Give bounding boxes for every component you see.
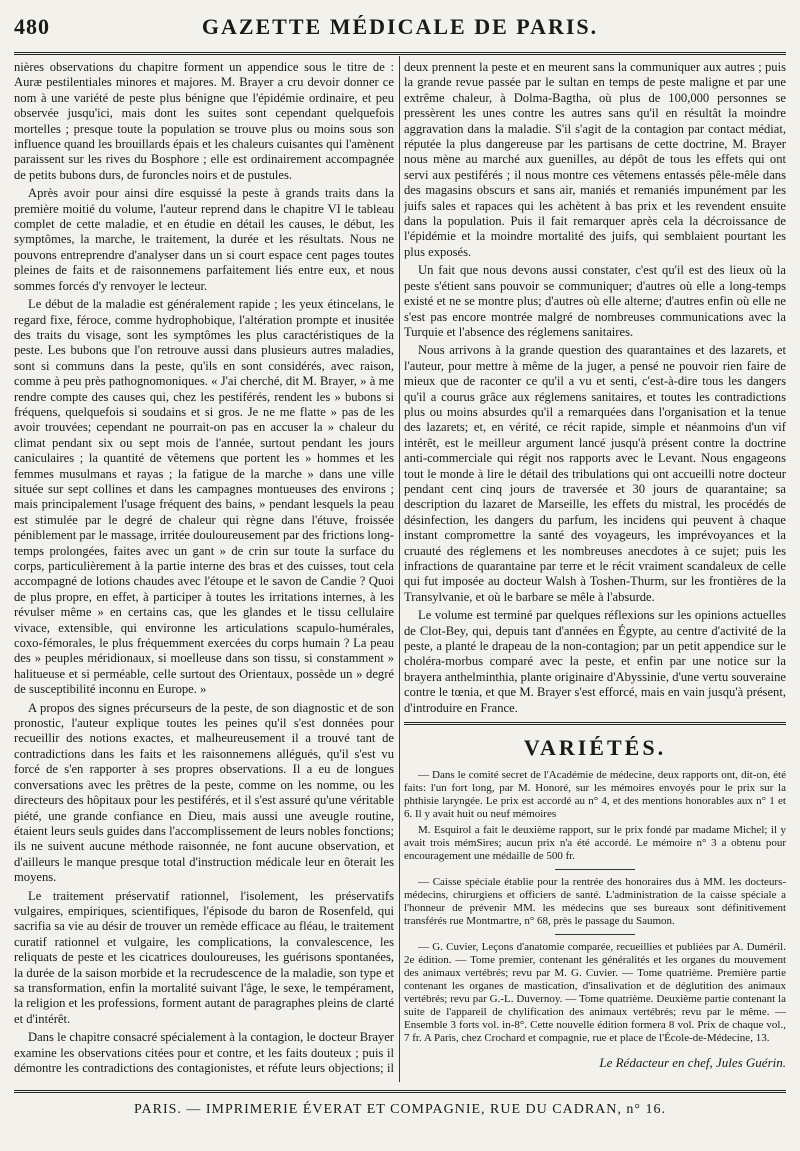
page-header <box>14 14 786 44</box>
paragraph: deux prennent la peste et en meurent sans la communiquer aux autres ; puis la grande revue passée par le sultan en temps de peste maligne et par une extrême chaleur, à Dolma-Bagtha, où plus de 100,000 personnes se pressèrent les unes contre les autres sans qu'il en résultât la moindre aggravation dans la maladie. S'il s'agit de la contagion par contact médiat, réputée la plus dangereuse par les partisans de cette doctrine, M. Brayer nous mène au marché aux guenilles, au dépôt de tous les effets qui ont servi aux pestiférés ; il nous montre ces vêtemens entassés pêle-mêle dans des magasins obscurs et sans air, maniés et remaniés impunément par les juifs sales et rapaces qui les achètent à bas prix et les revendent ensuite dans la population. Puis il fait remarquer après cela la décroissance de l'épidémie et la moindre mortalité des juifs, qui semblaient pourtant les plus exposés. <box>404 60 786 259</box>
page-number: 480 <box>14 14 50 39</box>
column-divider <box>399 56 400 1082</box>
paragraph: Le volume est terminé par quelques réflexions sur les opinions actuelles de Clot-Bey, qui, depuis tant d'années en Égypte, au centre d'activité de la peste, a planté le drapeau de la non-contagion; par un petit appendice sur le choléra-morbus comparé avec la peste, et enfin par une notice sur la brayera anthelminthia, plante originaire d'Abyssinie, d'une vertu souveraine contre le tœnia, et que M. Brayer s'est efforcé, mais en vain jusqu'à présent, d'introduire en France. <box>404 608 786 715</box>
short-divider <box>555 934 635 935</box>
varietes-item: M. Esquirol a fait le deuxième rapport, sur le prix fondé par madame Michel; il y avait trois mémSires; aucun prix n'a été accordé. Le mémoire n° 3 a obtenu pour encouragement une médaille de 500 fr. <box>404 824 786 863</box>
header-rule <box>14 52 786 55</box>
varietes-item: — Dans le comité secret de l'Académie de médecine, deux rapports ont, dit-on, été faits: l'un fort long, par M. Honoré, sur les mémoires envoyés pour le prix sur la phthisie laryngée. Le prix est accordé au n° 4, et des mentions honorables aux n° 1 et 6. Il y avait huit ou neuf mémoires <box>404 769 786 821</box>
printer-footer: PARIS. — IMPRIMERIE ÉVERAT ET COMPAGNIE, RUE DU CADRAN, n° 16. <box>134 1102 666 1117</box>
short-divider <box>555 869 635 870</box>
left-column <box>14 60 394 1078</box>
section-rule <box>404 722 786 725</box>
paragraph: Dans le chapitre consacré spécialement à la contagion, le docteur Brayer examine les observations citées pour et contre, et les faits douteux ; puis il démontre les contradictions des contagionistes, et réfute leurs objections; il <box>14 1030 394 1075</box>
footer-rule <box>14 1090 786 1093</box>
paragraph: A propos des signes précurseurs de la peste, de son diagnostic et de son pronostic, l'auteur explique toutes les peines qu'il s'est données pour recueillir des notions exactes, et malheureusement il a trouvé tant de contradictions dans les faits et les raisonnemens allégués, qu'il s'est vu forcé de s'en rapporter à ses propres observations. Il a eu de longues conversations avec les prêtres de la peste, comme on les nomme, ou les directeurs des hôpitaux pour les pestiférés, et il s'est assuré qu'une véritable piété, une grande confiance en Dieu, mais aussi une aveugle routine, étaient leurs seuls guides dans l'accomplissement de leurs nobles fonctions; ils ne suivent aucune méthode raisonnée, ne font aucune observation, et d'ailleurs le manque presque total d'instruction médicale leur en ôterait les moyens. <box>14 700 394 885</box>
paragraph: Nous arrivons à la grande question des quarantaines et des lazarets, et l'auteur, pour mettre à même de la juger, a pensé ne pouvoir rien faire de mieux que de raconter ce qu'il a vu et senti, c'est-à-dire tous les dangers qu'il a courus grâce aux réglemens sanitaires, et toutes les contradictions plus ou moins absurdes qu'il a remarquées dans l'organisation et la tenue des lazarets; et, en vérité, ce récit rapide, simple et néanmoins d'un vif intérêt, est le meilleur argument lancé jusqu'à présent contre la doctrine anti-commerciale qui régit nos rapports avec le Levant. Nous engageons tout le monde à lire le détail des tribulations qui ont accueilli notre docteur pendant cent cinq jours de traversée et 30 jours de quarantaine; sa description du lazaret de Marseille, les effets du mistral, les procédés de désinfection, les dangers du parfum, les incidens qui peuvent à chaque instant compromettre la santé des voyageurs, les imprévoyances et la cruauté des réglemens et les nombreuses anecdotes à ce sujet; puis les infractions de quarantaine par terre et le récit vraiment scandaleux de celle qui fut imposée au docteur Walsh à Toshen-Thurm, sur les frontières de la Transylvanie, et où le barbare se mêle à l'absurde. <box>404 343 786 604</box>
paragraph: Après avoir pour ainsi dire esquissé la peste à grands traits dans la première moitié du volume, l'auteur reprend dans le chapitre VI le tableau complet de cette maladie, et en étudie en détail les causes, le début, les symptômes, la marche, le traitement, la durée et les résultats. Nous ne pouvons entreprendre d'analyser dans un si court espace cent pages toutes pleines de faits et de raisonnemens parfaitement liés entre eux, et nous sommes forcés d'y renvoyer le lecteur. <box>14 186 394 293</box>
gazette-title: GAZETTE MÉDICALE DE PARIS. <box>201 14 599 39</box>
editor-signature: Le Rédacteur en chef, Jules Guérin. <box>599 1055 786 1071</box>
paragraph: nières observations du chapitre forment un appendice sous le titre de : Auræ pestilentiales minores et majores. M. Brayer a cru devoir donner ce nom à une variété de peste plus bénigne que l'épidémie ordinaire, et peu observée jusqu'ici, mais dont les suites sont cependant quelquefois mortelles ; presque toute la population se trouve plus ou moins sous son influence quand les brouillards épais et les chaleurs cuisantes qui l'amènent paraissent sur les rives du Bosphore ; elle est ordinairement accompagnée de petits bubons durs, de furoncles noirs et de pustules. <box>14 60 394 182</box>
varietes-heading: VARIÉTÉS. <box>523 735 667 761</box>
varietes-item: — G. Cuvier, Leçons d'anatomie comparée, recueillies et publiées par A. Duméril. 2e édition. — Tome premier, contenant les généralités et les organes du mouvement des animaux vertébrés; revu par M. G. Cuvier. — Tome quatrième. Première partie contenant les organes de mastication, d'insalivation et de déglutition des animaux vertébrés; revu par G.-L. Duvernoy. — Tome quatrième. Deuxième partie contenant la suite de l'appareil de chylification des animaux vertébrés; revu par le même. — Ensemble 3 forts vol. in-8°. Cette nouvelle édition formera 8 vol. Prix de chaque vol., 7 fr. A Paris, chez Crochard et compagnie, rue et place de l'École-de-Médecine, 13. <box>404 941 786 1045</box>
varietes-item: — Caisse spéciale établie pour la rentrée des honoraires dus à MM. les docteurs-médecins, chirurgiens et officiers de santé. L'administration de la caisse spéciale a l'honneur de prévenir MM. les médecins que ses bureaux sont définitivement transférés rue Montmartre, n° 68, près le passage du Saumon. <box>404 876 786 928</box>
paragraph: Un fait que nous devons aussi constater, c'est qu'il est des lieux où la peste s'étient sans pouvoir se communiquer; d'autres où elle a long-temps existé et ne se montre plus; d'autres où elle alterne; d'autres enfin où elle ne s'est pas encore montrée malgré de nombreuses communications avec la Turquie et l'absence des réglemens sanitaires. <box>404 263 786 339</box>
paragraph: Le traitement préservatif rationnel, l'isolement, les préservatifs vulgaires, empiriques, scientifiques, l'épisode du baron de Rosenfeld, qui sacrifia sa vie au désir de trouver un remède efficace au fléau, le traitement curatif rationnel et vulgaire, les complications, la convalescence, les reliquats de peste et les cicatrices douloureuses, les guérisons spontanées, la durée de la saison morbide et la recrudescence de la maladie, son type et sa transformation, enfin la mortalité suivant l'âge, le sexe, le tempérament, la religion et les professions, forment autant de paragraphes pleins de clarté et d'intérêt. <box>14 888 394 1026</box>
paragraph: Le début de la maladie est généralement rapide ; les yeux étincelans, le regard fixe, féroce, comme hydrophobique, l'altération prompte et inusitée des traits du visage, sont les symptômes les plus caractéristiques de la peste. Les bubons que l'on retrouve aussi dans plusieurs autres maladies, sont si communs dans la peste, qu'ils en sont considérés, avec raison, comme à peu près pathognomoniques. « J'ai cherché, dit M. Brayer, » à me rendre compte des causes qui, chez les pestiférés, rendent les » bubons si fréquens, quelquefois si soudains et si gros. Je ne me flatte » pas de les avoir trouvées; cependant ne pourrait-on pas en accuser la » chaleur du climat pendant six ou sept mois de l'année, surtout pendant les jours caniculaires ; la quantité de vêtemens que portent les » hommes et les femmes musulmans et rayas ; la fatigue de la marche » dans une ville située sur sept collines et dans les campagnes montueuses des environs ; mais principalement l'usage fréquent des bains, » pendant lesquels la peau est stimulée par le degré de chaleur qui règne dans l'étuve, froissée péniblement par le massage, irritée douloureusement par des frictions long-temps prolongées, faites avec un gant » de crin sur toute la surface du corps, particulièrement à la partie interne des bras et des cuisses, tout cela accompagné de lotions chaudes avec l'étoupe et le savon de Candie ? Quoi de plus propre, en effet, à participer à toutes les irritations internes, à les révulser même » en certains cas, que les glandes et le tissu cellulaire vivace, extensible, qui environne les articulations scapulo-humérales, coxo-fémorales, le plus fréquemment exercées du corps humain ? La peau des » peuples méridionaux, si moelleuse dans son tissu, si constamment » halitueuse et si perméable, celle surtout des Orientaux, possède un » degré de susceptibilité inconnu en Europe. » <box>14 297 394 697</box>
right-column <box>404 60 786 1078</box>
